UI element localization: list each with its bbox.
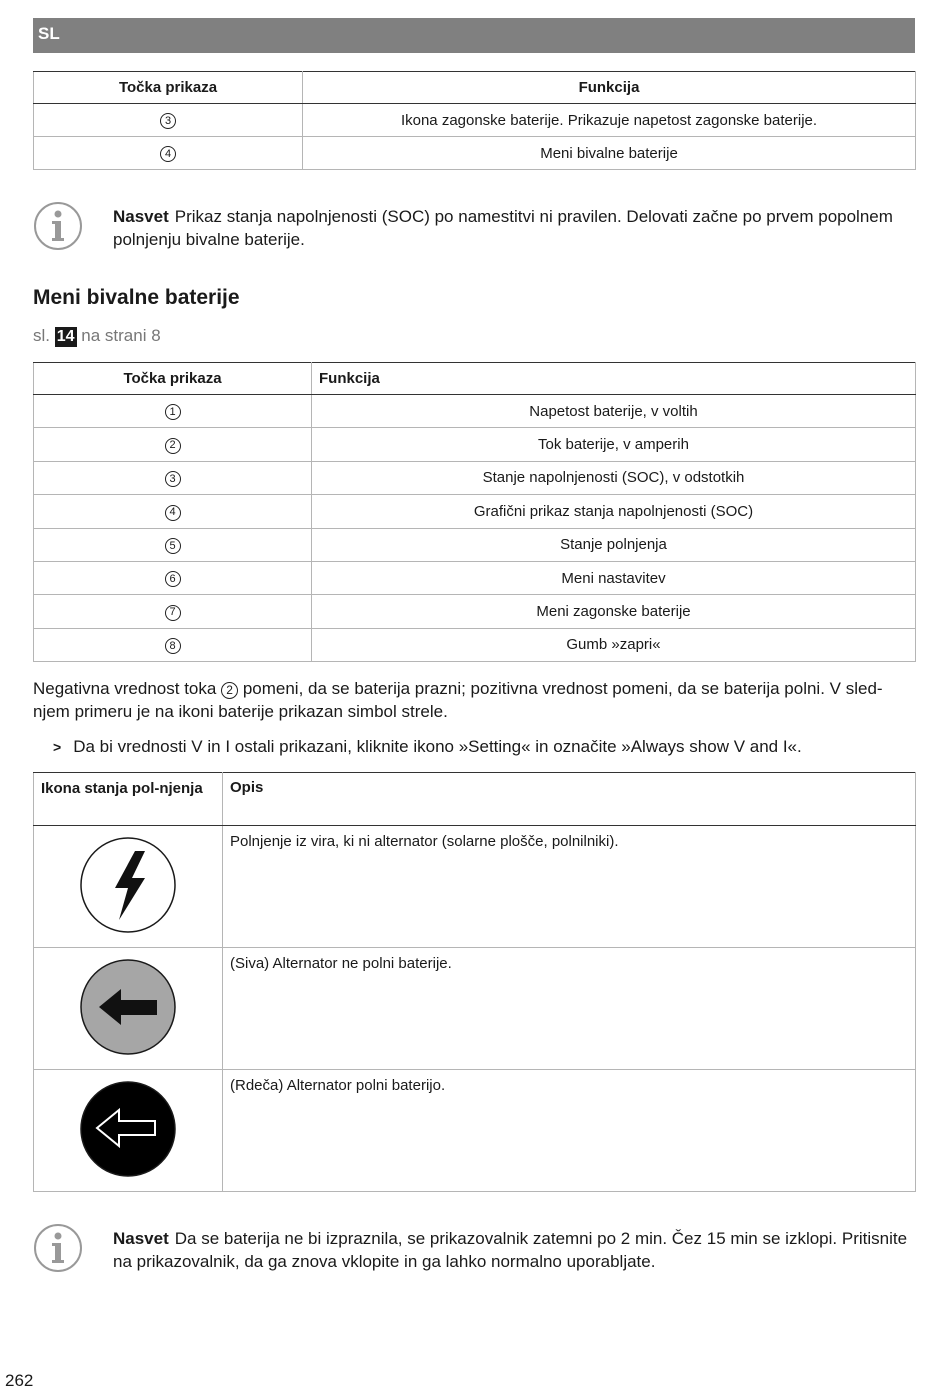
function-text: Meni nastavitev: [312, 561, 916, 594]
black-arrow-left-icon: [79, 1080, 177, 1178]
table-row: [34, 1070, 916, 1192]
table-row: [34, 428, 916, 461]
step-marker: >: [53, 739, 62, 755]
function-text: Meni zagonske baterije: [312, 595, 916, 628]
function-text: Tok baterije, v amperih: [312, 428, 916, 461]
table-row: [34, 628, 916, 661]
function-text: Stanje napolnjenosti (SOC), v odstotkih: [312, 461, 916, 494]
table-row: [34, 104, 916, 137]
table-row: [34, 137, 916, 170]
point-number: 5: [165, 538, 181, 554]
info-icon: [33, 1223, 83, 1273]
paragraph-text-end: pomeni, da se baterija prazni; pozitivna vrednost pomeni, da se baterija polni. V sled-njem primeru je na ikoni baterije prikazan simbol strele.: [33, 679, 883, 721]
current-value-paragraph: [33, 677, 913, 723]
table-row: [34, 826, 916, 948]
function-text: Grafični prikaz stanja napolnjenosti (SOC): [312, 495, 916, 528]
table-row: [34, 495, 916, 528]
section-title: Meni bivalne baterije: [33, 286, 240, 309]
description-text: Polnjenje iz vira, ki ni alternator (solarne plošče, polnilniki).: [223, 826, 916, 948]
function-text: Gumb »zapri«: [312, 628, 916, 661]
point-number: 3: [165, 471, 181, 487]
function-text: Stanje polnjenja: [312, 528, 916, 561]
point-number-ref: 2: [221, 682, 238, 699]
tip-note: [113, 205, 913, 251]
tip-text: Da se baterija ne bi izpraznila, se prikazovalnik zatemni po 2 min. Čez 15 min se izklopi. Pritisnite na prikazovalnik, da ga znova vklopite in ga lahko normalno uporabljate.: [113, 1229, 908, 1271]
table-row: [34, 528, 916, 561]
column-header-description: Opis: [223, 773, 916, 826]
column-header-display-point: Točka prikaza: [34, 363, 312, 395]
figure-suffix: na strani 8: [81, 326, 161, 345]
figure-prefix: sl.: [33, 326, 50, 345]
page-number: 262: [5, 1371, 34, 1390]
function-text: Ikona zagonske baterije. Prikazuje napetost zagonske baterije.: [303, 104, 916, 137]
tip-text: Prikaz stanja napolnjenosti (SOC) po namestitvi ni pravilen. Delovati začne po prvem popolnem polnjenju bivalne baterije.: [113, 207, 893, 249]
living-battery-menu-table: [33, 362, 916, 662]
point-number: 4: [165, 505, 181, 521]
table-row: [34, 461, 916, 494]
gray-arrow-left-icon: [79, 958, 177, 1056]
point-number: 4: [160, 146, 176, 162]
function-text: Meni bivalne baterije: [303, 137, 916, 170]
figure-number: 14: [56, 328, 75, 345]
info-icon: [33, 201, 83, 251]
table-row: [34, 948, 916, 1070]
point-number: 7: [165, 605, 181, 621]
language-header: SL: [33, 18, 915, 53]
description-text: (Rdeča) Alternator polni baterijo.: [223, 1070, 916, 1192]
description-text: (Siva) Alternator ne polni baterije.: [223, 948, 916, 1070]
instruction-step: [53, 737, 802, 757]
step-text: Da bi vrednosti V in I ostali prikazani, kliknite ikono »Setting« in označite »Always show V and I«.: [73, 737, 802, 756]
charge-status-icon-table: [33, 772, 916, 1192]
column-header-function: Funkcija: [303, 72, 916, 104]
tip-label: Nasvet: [113, 207, 169, 226]
table-row: [34, 395, 916, 428]
column-header-display-point: Točka prikaza: [34, 72, 303, 104]
point-number: 3: [160, 113, 176, 129]
tip-note: [113, 1227, 913, 1273]
point-number: 2: [165, 438, 181, 454]
display-points-table-continued: [33, 71, 916, 170]
column-header-function: Funkcija: [312, 363, 916, 395]
point-number: 6: [165, 571, 181, 587]
lightning-bolt-icon: [79, 836, 177, 934]
paragraph-text-start: Negativna vrednost toka: [33, 679, 217, 698]
figure-reference: [33, 326, 161, 347]
table-row: [34, 595, 916, 628]
function-text: Napetost baterije, v voltih: [312, 395, 916, 428]
tip-label: Nasvet: [113, 1229, 169, 1248]
column-header-icon: Ikona stanja pol-njenja: [34, 773, 223, 826]
point-number: 1: [165, 404, 181, 420]
point-number: 8: [165, 638, 181, 654]
table-row: [34, 561, 916, 594]
